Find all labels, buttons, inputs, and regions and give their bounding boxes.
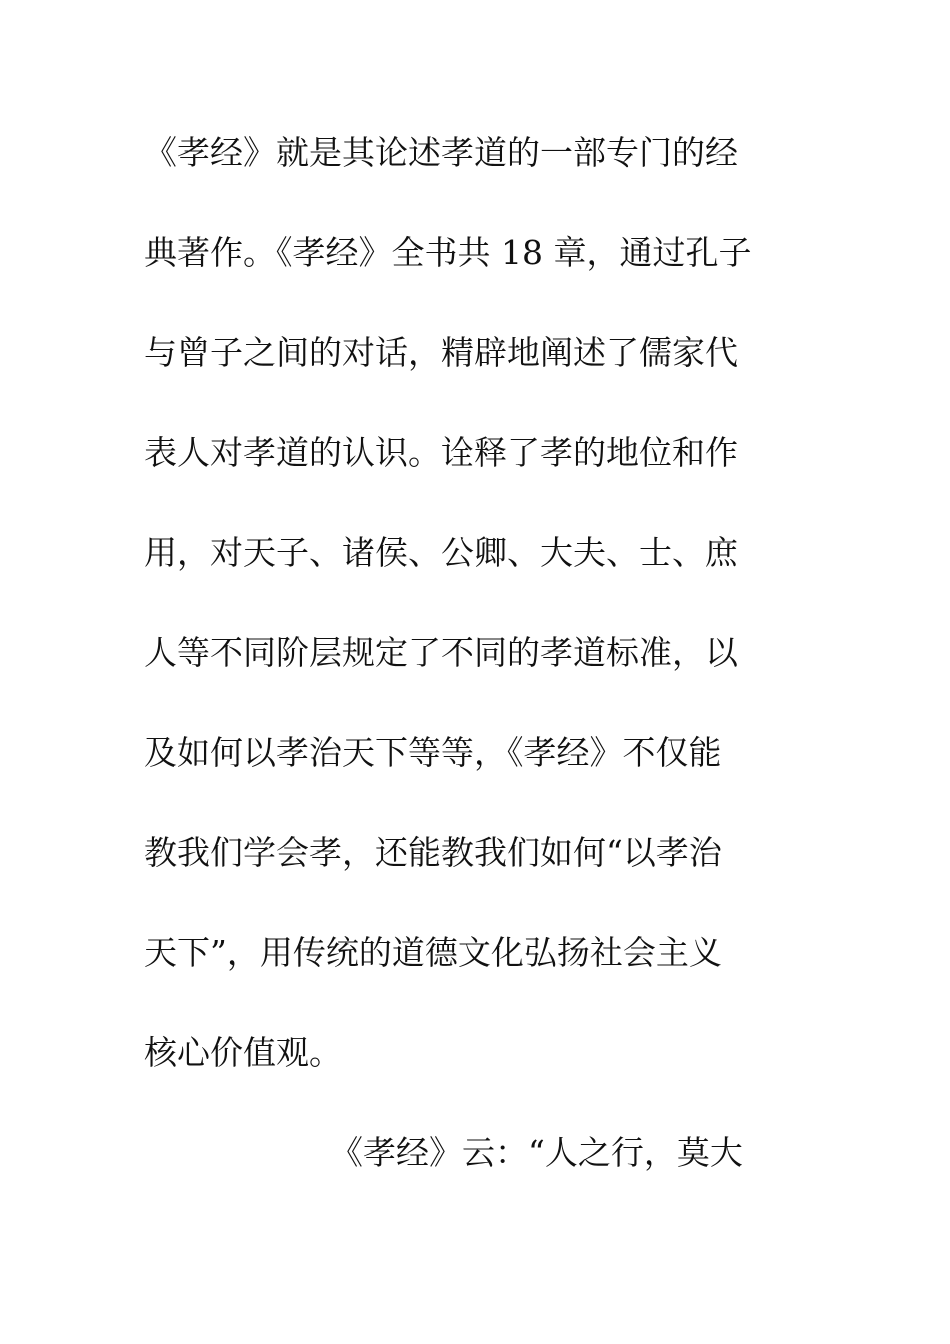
text-line: 用，对天子、诸侯、公卿、大夫、士、庶 — [144, 533, 738, 572]
text-line: 人等不同阶层规定了不同的孝道标准，以 — [144, 633, 738, 672]
text-line: 典著作。《孝经》全书共 18 章，通过孔子 — [144, 233, 752, 272]
text-line: 及如何以孝治天下等等，《孝经》不仅能 — [144, 733, 722, 772]
text-line: 与曾子之间的对话，精辟地阐述了儒家代 — [144, 333, 738, 372]
text-line: 天下”，用传统的道德文化弘扬社会主义 — [144, 933, 722, 972]
text-line: 教我们学会孝，还能教我们如何“以孝治 — [144, 833, 722, 872]
text-line: 《孝经》云：“人之行，莫大 — [330, 1133, 743, 1172]
text-line: 核心价值观。 — [144, 1033, 342, 1072]
text-line: 表人对孝道的认识。诠释了孝的地位和作 — [144, 433, 738, 472]
text-line: 《孝经》就是其论述孝道的一部专门的经 — [144, 133, 738, 172]
